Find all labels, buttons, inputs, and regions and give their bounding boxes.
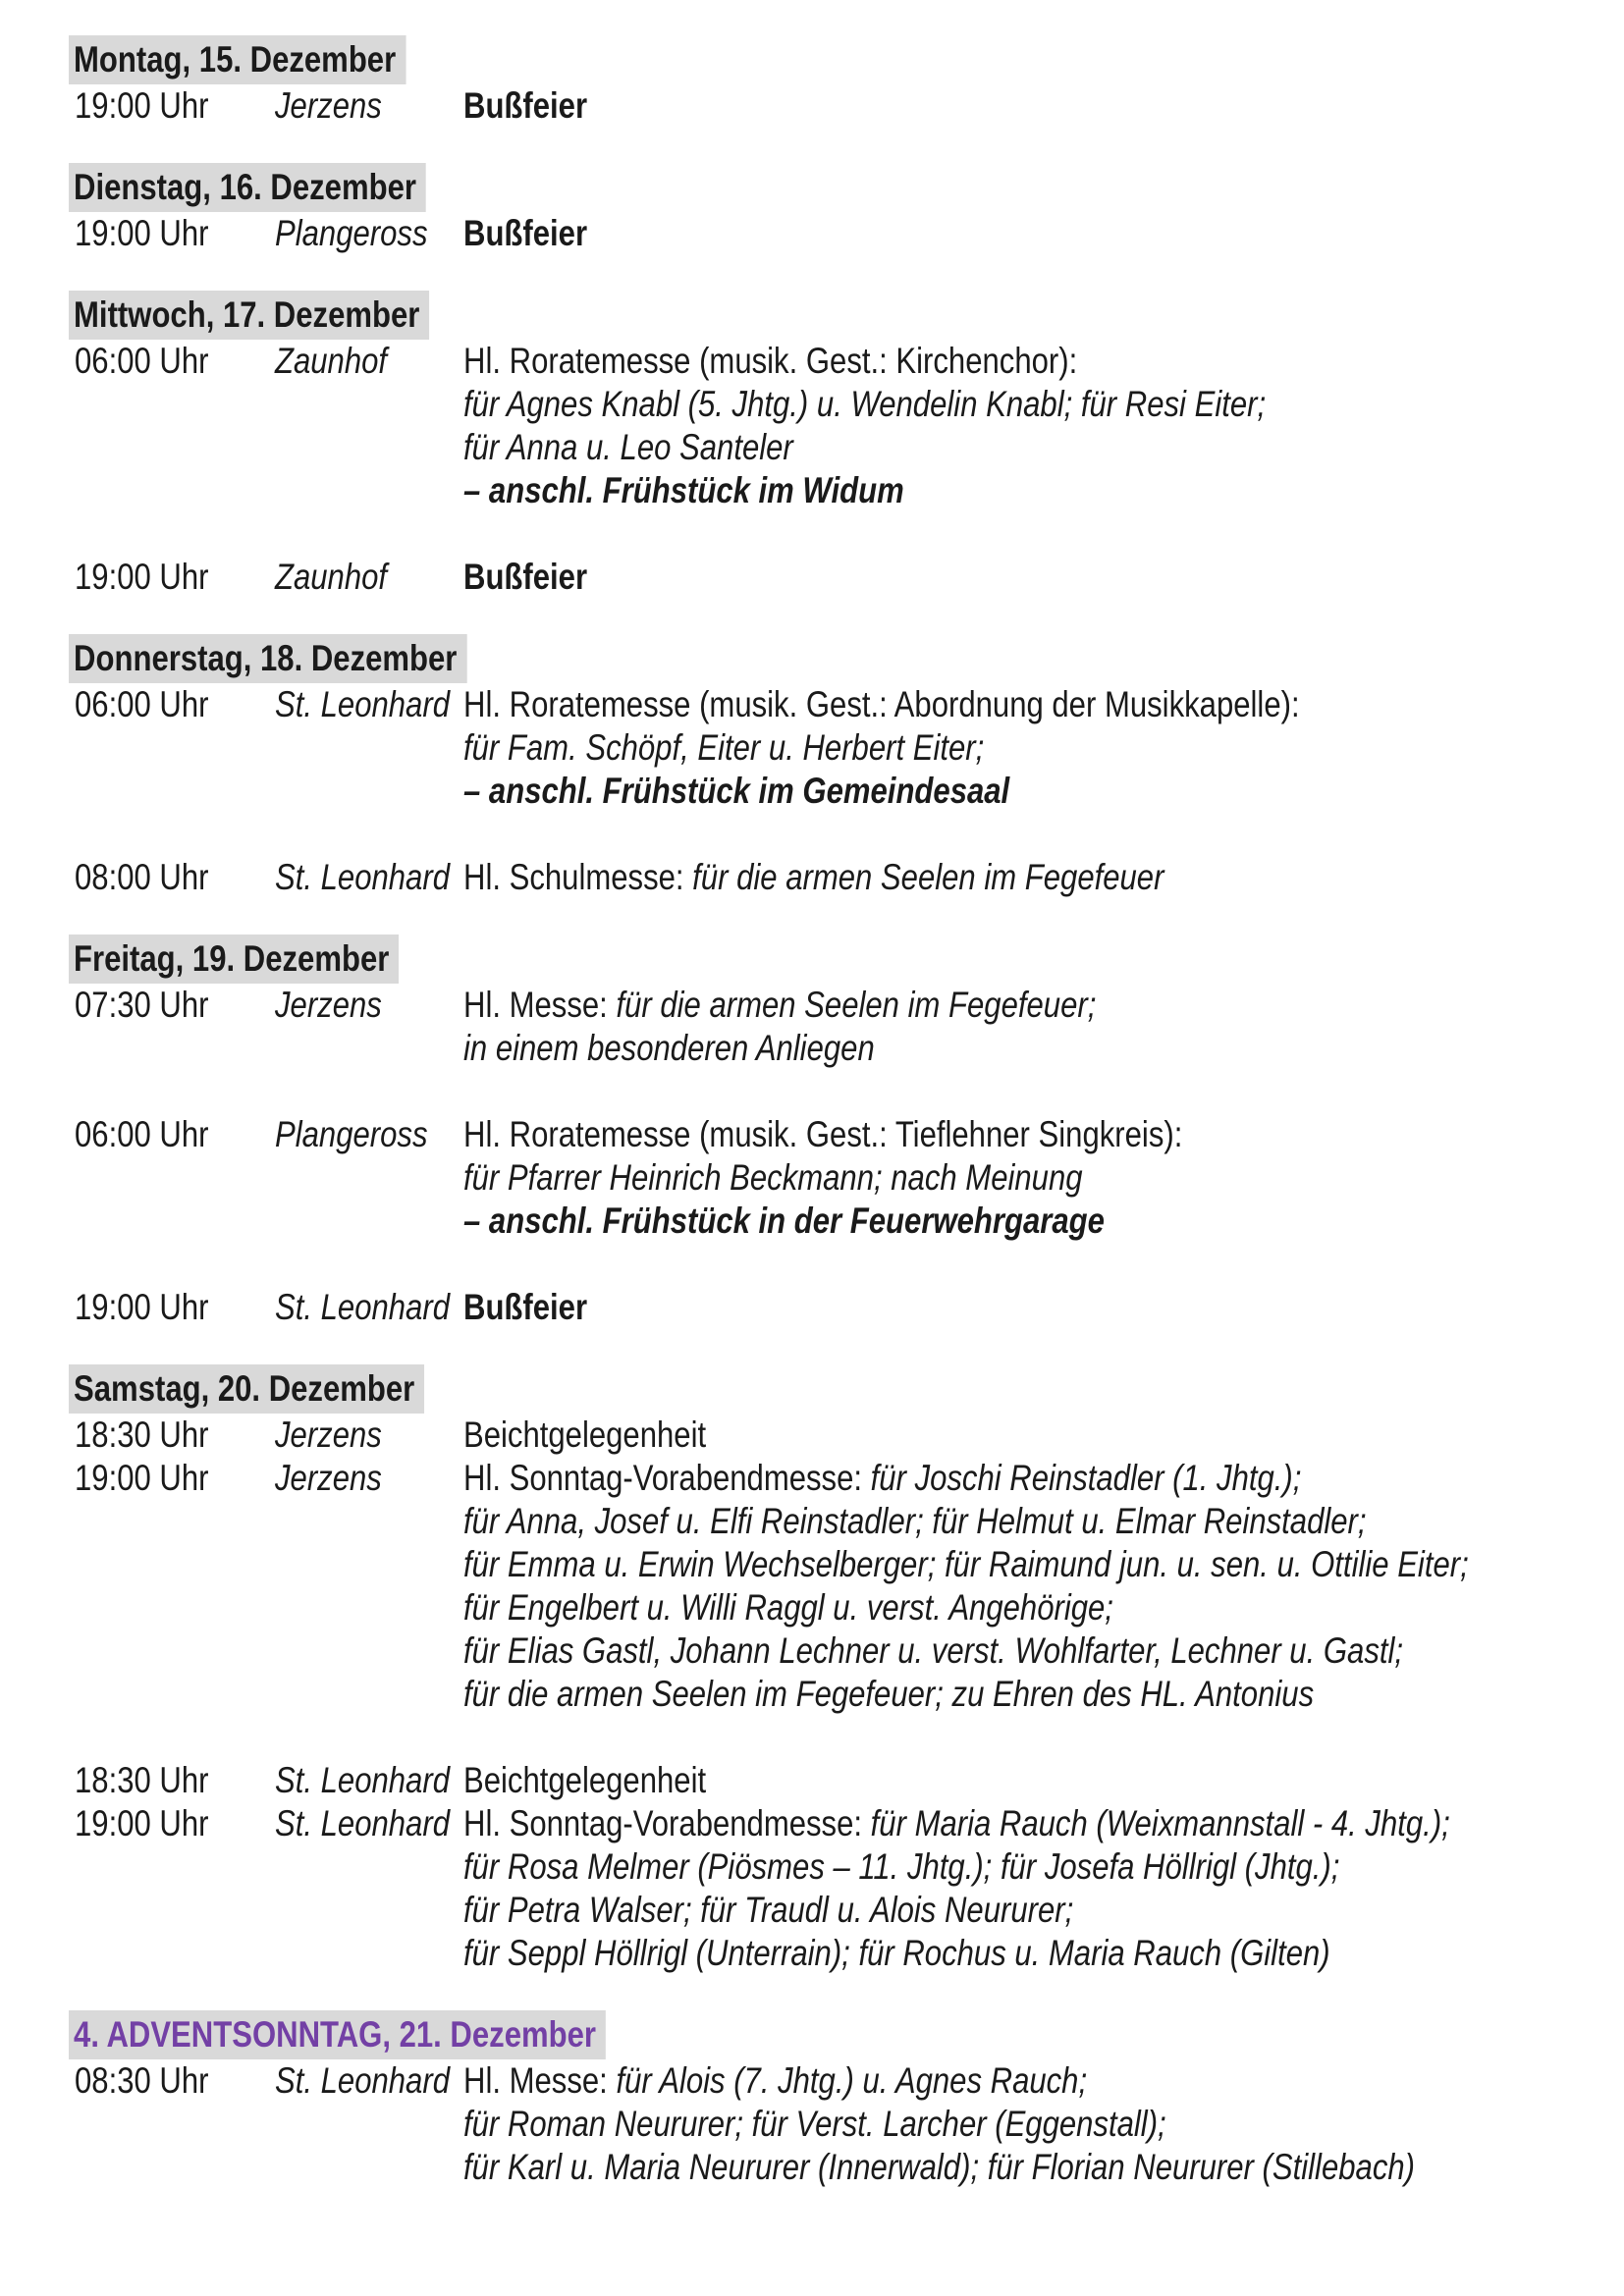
description-line-text (463, 1156, 1083, 1200)
event-description (463, 1286, 1585, 1329)
day-heading (75, 1364, 1585, 1414)
description-line (463, 1932, 1585, 1975)
event-time-label: 19:00 Uhr (75, 557, 209, 597)
event-location (275, 212, 463, 255)
description-line-text (463, 340, 1077, 383)
description-segment: für Joschi Reinstadler (1. Jhtg.); (870, 1458, 1302, 1498)
event-location (275, 984, 463, 1027)
description-segment: für Seppl Höllrigl (Unterrain); für Rochus u. Maria Rauch (Gilten) (463, 1933, 1330, 1973)
event-row (75, 1759, 1585, 1802)
event-location (275, 340, 463, 383)
event-location-label: Zaunhof (275, 341, 388, 381)
event-time-label: 19:00 Uhr (75, 1458, 209, 1498)
event-time (75, 683, 275, 726)
day-heading-label: Mittwoch, 17. Dezember (69, 291, 429, 340)
description-segment: – anschl. Frühstück im Widum (463, 470, 904, 510)
description-line-text (463, 856, 1164, 899)
event-location-label: Plangeross (275, 213, 428, 253)
description-line (463, 1200, 1585, 1243)
description-line (463, 426, 1585, 469)
description-line-text (463, 84, 587, 128)
description-line (463, 984, 1585, 1027)
day-heading-label: Dienstag, 16. Dezember (69, 163, 426, 212)
event-location-label: Jerzens (275, 1458, 382, 1498)
description-segment: Hl. Messe: (463, 985, 617, 1025)
day-section (75, 291, 1585, 599)
event-row (75, 340, 1585, 512)
event-location-label: St. Leonhard (275, 2060, 450, 2101)
description-line (463, 556, 1585, 599)
event-time-label: 19:00 Uhr (75, 213, 209, 253)
event-time (75, 556, 275, 599)
event-location (275, 1802, 463, 1845)
description-segment: für Anna, Josef u. Elfi Reinstadler; für Helmut u. Elmar Reinstadler; (463, 1501, 1367, 1541)
event-description (463, 1113, 1585, 1243)
description-line (463, 2059, 1585, 2103)
description-segment: Hl. Sonntag-Vorabendmesse: (463, 1458, 871, 1498)
description-line-text (463, 683, 1300, 726)
description-line (463, 1286, 1585, 1329)
description-segment: für Agnes Knabl (5. Jhtg.) u. Wendelin Knabl; für Resi Eiter; (463, 384, 1267, 424)
description-line-text (463, 2146, 1415, 2189)
description-line (463, 1500, 1585, 1543)
event-time-label: 08:00 Uhr (75, 857, 209, 897)
event-time-label: 18:30 Uhr (75, 1760, 209, 1800)
event-location (275, 1113, 463, 1156)
event-time (75, 984, 275, 1027)
event-location-label: Plangeross (275, 1114, 428, 1154)
description-line-text (463, 1543, 1469, 1586)
description-segment: Hl. Sonntag-Vorabendmesse: (463, 1803, 871, 1843)
event-time (75, 1286, 275, 1329)
event-location (275, 2059, 463, 2103)
description-segment: für Elias Gastl, Johann Lechner u. verst. Wohlfarter, Lechner u. Gastl; (463, 1630, 1404, 1671)
event-row (75, 1457, 1585, 1716)
day-heading-label: 4. ADVENTSONNTAG, 21. Dezember (69, 2010, 606, 2059)
description-line-text (463, 1414, 706, 1457)
description-line (463, 1586, 1585, 1629)
description-line-text (463, 1629, 1403, 1673)
event-description (463, 556, 1585, 599)
description-line (463, 212, 1585, 255)
description-segment: Hl. Roratemesse (musik. Gest.: Abordnung der Musikkapelle): (463, 684, 1300, 724)
description-line-text (463, 1113, 1182, 1156)
event-row (75, 84, 1585, 128)
description-line (463, 383, 1585, 426)
event-description (463, 1457, 1585, 1716)
event-location-label: St. Leonhard (275, 857, 450, 897)
description-segment: Hl. Schulmesse: (463, 857, 693, 897)
description-line-text (463, 2103, 1166, 2146)
description-line-text (463, 1759, 706, 1802)
event-time (75, 856, 275, 899)
day-heading-label: Donnerstag, 18. Dezember (69, 634, 466, 683)
event-time (75, 212, 275, 255)
description-line-text (463, 556, 587, 599)
event-location-label: Jerzens (275, 1415, 382, 1455)
event-description (463, 984, 1585, 1070)
day-heading (75, 35, 1585, 84)
day-heading (75, 291, 1585, 340)
event-time (75, 1759, 275, 1802)
description-segment: für Petra Walser; für Traudl u. Alois Neururer; (463, 1890, 1074, 1930)
event-time (75, 84, 275, 128)
description-line-text (463, 426, 793, 469)
event-row (75, 2059, 1585, 2189)
day-heading (75, 934, 1585, 984)
day-section (75, 2010, 1585, 2189)
event-time (75, 1414, 275, 1457)
description-line (463, 1673, 1585, 1716)
description-line-text (463, 1845, 1339, 1889)
description-segment: Hl. Roratemesse (musik. Gest.: Kirchenchor): (463, 341, 1078, 381)
description-line (463, 1156, 1585, 1200)
event-row (75, 1414, 1585, 1457)
event-row (75, 683, 1585, 813)
description-line-text (463, 469, 904, 512)
description-segment: für Pfarrer Heinrich Beckmann; nach Meinung (463, 1157, 1083, 1198)
event-description (463, 1802, 1585, 1975)
event-time-label: 06:00 Uhr (75, 684, 209, 724)
description-segment: für Engelbert u. Willi Raggl u. verst. Angehörige; (463, 1587, 1113, 1628)
description-line (463, 1845, 1585, 1889)
day-section (75, 35, 1585, 128)
description-segment: für die armen Seelen im Fegefeuer; (616, 985, 1097, 1025)
description-segment: in einem besonderen Anliegen (463, 1028, 875, 1068)
description-line (463, 1414, 1585, 1457)
description-line-text (463, 1932, 1330, 1975)
event-time-label: 06:00 Uhr (75, 341, 209, 381)
event-location (275, 84, 463, 128)
event-time (75, 1802, 275, 1845)
event-description (463, 340, 1585, 512)
event-row (75, 212, 1585, 255)
description-line (463, 84, 1585, 128)
event-location (275, 1759, 463, 1802)
day-section (75, 634, 1585, 899)
description-line-text (463, 726, 984, 770)
event-time-label: 08:30 Uhr (75, 2060, 209, 2101)
description-line-text (463, 1500, 1367, 1543)
description-line-text (463, 1802, 1450, 1845)
description-segment: für Rosa Melmer (Piösmes – 11. Jhtg.); für Josefa Höllrigl (Jhtg.); (463, 1846, 1340, 1887)
description-segment: für Maria Rauch (Weixmannstall - 4. Jhtg.); (870, 1803, 1450, 1843)
day-heading (75, 2010, 1585, 2059)
description-line (463, 1759, 1585, 1802)
description-line (463, 1027, 1585, 1070)
event-description (463, 2059, 1585, 2189)
event-time (75, 2059, 275, 2103)
event-time-label: 19:00 Uhr (75, 1287, 209, 1327)
event-time-label: 19:00 Uhr (75, 1803, 209, 1843)
event-location (275, 556, 463, 599)
description-line (463, 1543, 1585, 1586)
description-line-text (463, 1673, 1314, 1716)
description-line-text (463, 1889, 1073, 1932)
description-segment: Bußfeier (463, 85, 588, 126)
event-time-label: 07:30 Uhr (75, 985, 209, 1025)
description-segment: für Emma u. Erwin Wechselberger; für Raimund jun. u. sen. u. Ottilie Eiter; (463, 1544, 1469, 1584)
description-line-text (463, 2059, 1087, 2103)
event-row (75, 1113, 1585, 1243)
event-location-label: St. Leonhard (275, 1287, 450, 1327)
event-description (463, 856, 1585, 899)
day-section (75, 934, 1585, 1329)
description-segment: für die armen Seelen im Fegefeuer; zu Ehren des HL. Antonius (463, 1674, 1315, 1714)
description-segment: – anschl. Frühstück im Gemeindesaal (463, 771, 1010, 811)
description-line (463, 1457, 1585, 1500)
description-segment: Beichtgelegenheit (463, 1760, 707, 1800)
description-segment: Bußfeier (463, 213, 588, 253)
event-description (463, 1414, 1585, 1457)
event-location-label: St. Leonhard (275, 684, 450, 724)
description-line (463, 2103, 1585, 2146)
event-row (75, 984, 1585, 1070)
day-section (75, 1364, 1585, 1975)
event-time-label: 19:00 Uhr (75, 85, 209, 126)
description-line (463, 856, 1585, 899)
event-time (75, 340, 275, 383)
event-description (463, 683, 1585, 813)
description-line (463, 1113, 1585, 1156)
event-time-label: 18:30 Uhr (75, 1415, 209, 1455)
day-heading (75, 163, 1585, 212)
description-line (463, 469, 1585, 512)
description-segment: für Anna u. Leo Santeler (463, 427, 793, 467)
event-row (75, 856, 1585, 899)
description-line (463, 1802, 1585, 1845)
description-line-text (463, 1457, 1301, 1500)
description-line-text (463, 212, 587, 255)
event-description (463, 1759, 1585, 1802)
event-location (275, 1414, 463, 1457)
description-segment: für Karl u. Maria Neururer (Innerwald); für Florian Neururer (Stillebach) (463, 2147, 1415, 2187)
description-line-text (463, 1027, 875, 1070)
description-segment: für Alois (7. Jhtg.) u. Agnes Rauch; (616, 2060, 1088, 2101)
event-location (275, 1286, 463, 1329)
description-line (463, 1629, 1585, 1673)
description-segment: Hl. Messe: (463, 2060, 617, 2101)
event-location (275, 1457, 463, 1500)
description-line-text (463, 984, 1096, 1027)
description-segment: für Fam. Schöpf, Eiter u. Herbert Eiter; (463, 727, 985, 768)
description-segment: Beichtgelegenheit (463, 1415, 707, 1455)
event-location (275, 683, 463, 726)
description-line (463, 340, 1585, 383)
event-location (275, 856, 463, 899)
description-line-text (463, 1200, 1105, 1243)
day-heading-label: Samstag, 20. Dezember (69, 1364, 424, 1414)
event-time (75, 1113, 275, 1156)
event-row (75, 1802, 1585, 1975)
description-line-text (463, 383, 1266, 426)
event-location-label: Zaunhof (275, 557, 388, 597)
description-line-text (463, 1586, 1113, 1629)
event-location-label: St. Leonhard (275, 1760, 450, 1800)
description-line (463, 2146, 1585, 2189)
description-segment: Hl. Roratemesse (musik. Gest.: Tieflehner Singkreis): (463, 1114, 1183, 1154)
event-time (75, 1457, 275, 1500)
event-row (75, 1286, 1585, 1329)
event-location-label: Jerzens (275, 85, 382, 126)
description-line (463, 1889, 1585, 1932)
event-location-label: Jerzens (275, 985, 382, 1025)
description-segment: Bußfeier (463, 1287, 588, 1327)
description-segment: – anschl. Frühstück in der Feuerwehrgarage (463, 1201, 1105, 1241)
event-location-label: St. Leonhard (275, 1803, 450, 1843)
description-line-text (463, 1286, 587, 1329)
description-line (463, 683, 1585, 726)
description-line (463, 726, 1585, 770)
event-description (463, 212, 1585, 255)
day-heading (75, 634, 1585, 683)
event-time-label: 06:00 Uhr (75, 1114, 209, 1154)
day-section (75, 163, 1585, 255)
description-segment: für die armen Seelen im Fegefeuer (692, 857, 1164, 897)
description-line (463, 770, 1585, 813)
description-segment: für Roman Neururer; für Verst. Larcher (Eggenstall); (463, 2104, 1166, 2144)
event-row (75, 556, 1585, 599)
event-description (463, 84, 1585, 128)
description-segment: Bußfeier (463, 557, 588, 597)
day-heading-label: Montag, 15. Dezember (69, 35, 406, 84)
description-line-text (463, 770, 1009, 813)
day-heading-label: Freitag, 19. Dezember (69, 934, 399, 984)
